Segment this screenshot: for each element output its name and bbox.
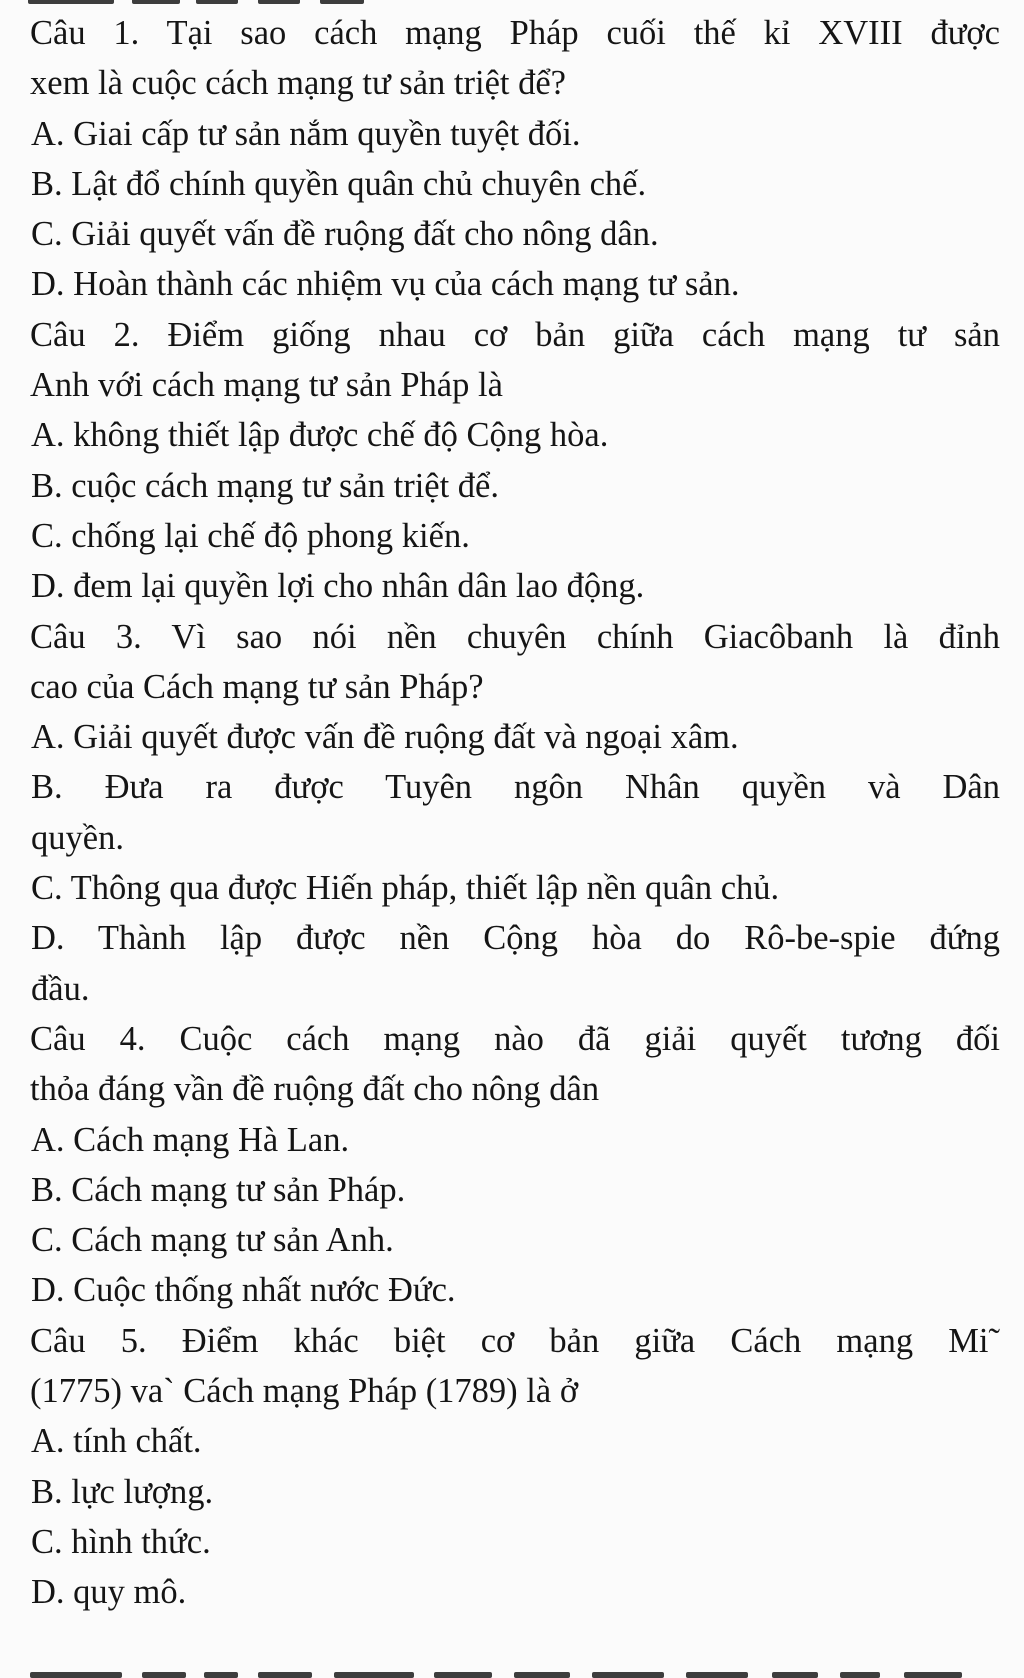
cutoff-text-fragment <box>840 1672 880 1678</box>
question-text-line: Câu 3. Vì sao nói nền chuyên chính Giacôbanh là đỉnh <box>30 617 1000 656</box>
cutoff-text-fragment <box>258 0 300 4</box>
answer-text-continuation: đầu. <box>31 969 90 1008</box>
answer-text-line: A. không thiết lập được chế độ Cộng hòa. <box>31 416 609 455</box>
answer-text-line: C. chống lại chế độ phong kiến. <box>31 516 470 555</box>
answer-option-d <box>30 913 1000 1014</box>
question-text-line: Anh với cách mạng tư sản Pháp là <box>30 366 503 405</box>
question-text-line: Câu 2. Điểm giống nhau cơ bản giữa cách mạng tư sản <box>30 315 1000 354</box>
answer-option-b <box>30 762 1000 863</box>
answer-option-b <box>30 159 1000 209</box>
answer-text-line: A. Giải quyết được vấn đề ruộng đất và ngoại xâm. <box>31 718 739 757</box>
question-list <box>30 8 1000 1618</box>
answer-text-line: C. hình thức. <box>31 1522 211 1561</box>
cutoff-text-fragment <box>258 1672 312 1678</box>
answer-text-line: D. Hoàn thành các nhiệm vụ của cách mạng tư sản. <box>31 265 740 304</box>
cutoff-text-fragment <box>772 1672 818 1678</box>
question-2 <box>30 310 1000 612</box>
cutoff-text-fragment <box>686 1672 748 1678</box>
question-4 <box>30 1014 1000 1316</box>
answer-text-line: B. Lật đổ chính quyền quân chủ chuyên chế. <box>31 164 647 203</box>
answer-option-d <box>30 561 1000 611</box>
answer-text-line: D. quy mô. <box>31 1573 187 1612</box>
question-text-line: cao của Cách mạng tư sản Pháp? <box>30 667 484 706</box>
answer-text-line: B. Đưa ra được Tuyên ngôn Nhân quyền và Dân <box>31 768 1000 807</box>
cutoff-text-fragment <box>592 1672 664 1678</box>
question-text-line: thỏa đáng vần đề ruộng đất cho nông dân <box>30 1070 600 1109</box>
answer-option-c <box>30 863 1000 913</box>
answer-text-line: C. Giải quyết vấn đề ruộng đất cho nông dân. <box>31 215 659 254</box>
answer-text-line: B. lực lượng. <box>31 1472 214 1511</box>
answer-option-c <box>30 1517 1000 1567</box>
answer-text-line: C. Cách mạng tư sản Anh. <box>31 1221 394 1260</box>
cutoff-text-fragment <box>514 1672 570 1678</box>
answer-option-a <box>30 410 1000 460</box>
answer-option-d <box>30 1265 1000 1315</box>
answer-option-b <box>30 1467 1000 1517</box>
answer-option-c <box>30 1215 1000 1265</box>
cutoff-text-fragment <box>320 0 364 4</box>
answer-text-line: D. Thành lập được nền Cộng hòa do Rô-be-spie đứng <box>31 919 1000 958</box>
cutoff-text-fragment <box>434 1672 492 1678</box>
cutoff-text-fragment <box>904 1672 962 1678</box>
cutoff-text-fragment <box>196 0 238 4</box>
cutoff-text-fragment <box>204 1672 238 1678</box>
answer-option-a <box>30 1115 1000 1165</box>
answer-option-c <box>30 209 1000 259</box>
answer-text-line: D. đem lại quyền lợi cho nhân dân lao động. <box>31 567 645 606</box>
answer-text-line: B. cuộc cách mạng tư sản triệt để. <box>31 466 499 505</box>
answer-option-d <box>30 1567 1000 1617</box>
answer-option-b <box>30 1165 1000 1215</box>
question-5 <box>30 1316 1000 1618</box>
question-text-line: xem là cuộc cách mạng tư sản triệt để? <box>30 64 566 103</box>
answer-option-d <box>30 259 1000 309</box>
cutoff-text-fragment <box>334 1672 414 1678</box>
answer-option-b <box>30 461 1000 511</box>
question-1 <box>30 8 1000 310</box>
question-text-line: Câu 4. Cuộc cách mạng nào đã giải quyết tương đối <box>30 1019 1000 1058</box>
question-text-line: (1775) va` Cách mạng Pháp (1789) là ở <box>30 1372 579 1411</box>
cutoff-text-fragment <box>142 1672 186 1678</box>
answer-text-line: C. Thông qua được Hiến pháp, thiết lập nền quân chủ. <box>31 869 780 908</box>
question-text-line: Câu 1. Tại sao cách mạng Pháp cuối thế kỉ XVIII được <box>30 14 1000 52</box>
answer-option-c <box>30 511 1000 561</box>
answer-text-line: D. Cuộc thống nhất nước Đức. <box>31 1271 456 1310</box>
question-3 <box>30 612 1000 1014</box>
answer-option-a <box>30 712 1000 762</box>
answer-option-a <box>30 109 1000 159</box>
cutoff-text-fragment <box>30 1672 122 1678</box>
bottom-cutoff-text <box>20 1668 1000 1678</box>
answer-text-line: A. Cách mạng Hà Lan. <box>31 1120 350 1159</box>
cutoff-text-fragment <box>132 0 180 4</box>
answer-text-line: B. Cách mạng tư sản Pháp. <box>31 1170 406 1209</box>
cutoff-text-fragment <box>28 0 114 4</box>
answer-text-line: A. Giai cấp tư sản nắm quyền tuyệt đối. <box>31 114 581 153</box>
answer-text-line: A. tính chất. <box>31 1422 202 1461</box>
question-text-line: Câu 5. Điểm khác biệt cơ bản giữa Cách mạng Mi˜ <box>30 1321 1000 1360</box>
answer-text-continuation: quyền. <box>31 818 124 857</box>
answer-option-a <box>30 1416 1000 1466</box>
